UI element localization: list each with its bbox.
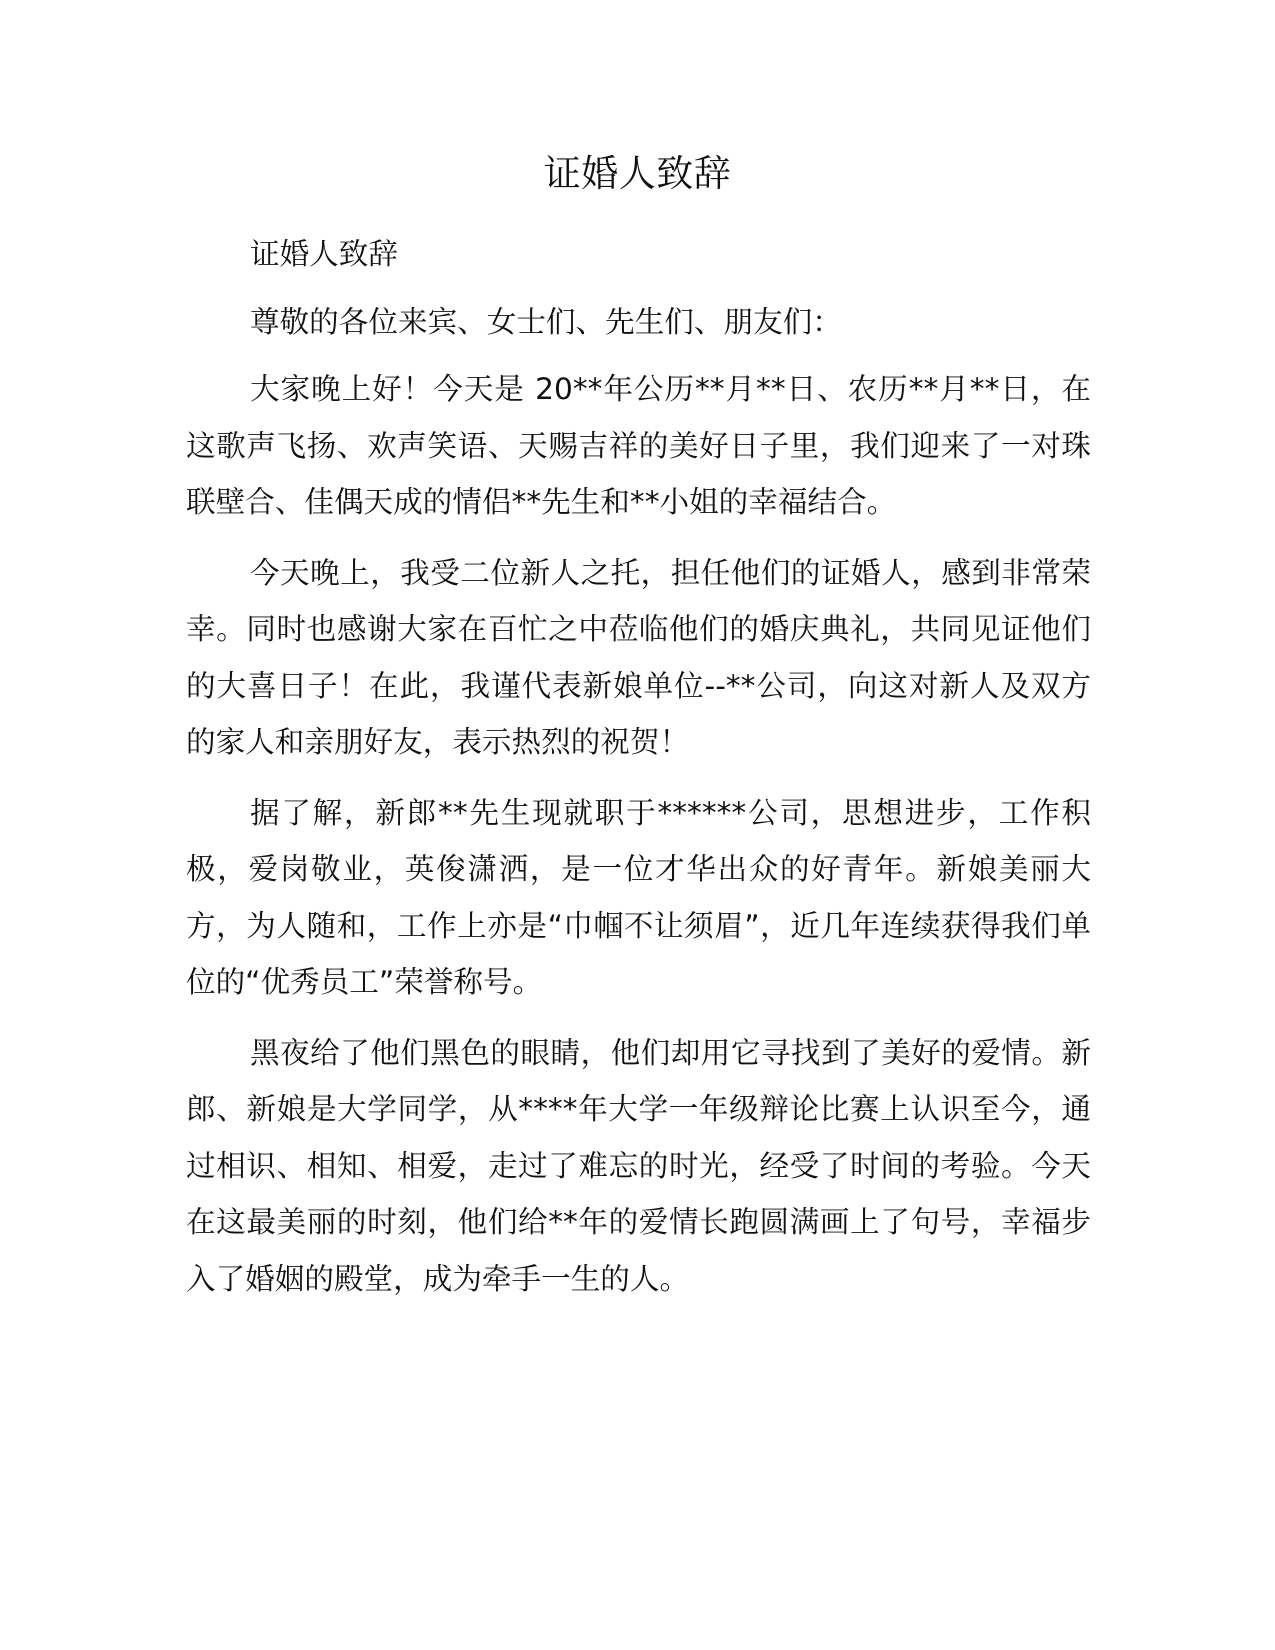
- paragraph-couple-intro: 据了解，新郎**先生现就职于******公司，思想进步，工作积极，爱岗敬业，英俊潇洒，是一位才华出众的好青年。新娘美丽大方，为人随和，工作上亦是“巾帼不让须眉”，近几年连续获得我们单位的“优秀员工”荣誉称号。: [186, 795, 1091, 999]
- paragraph-heading: 证婚人致辞: [250, 237, 398, 271]
- document-body: [186, 226, 1091, 1321]
- paragraph-witness-role: 今天晚上，我受二位新人之托，担任他们的证婚人，感到非常荣幸。同时也感谢大家在百忙之中莅临他们的婚庆典礼，共同见证他们的大喜日子！在此，我谨代表新娘单位--**公司，向这对新人及双方的家人和亲朋好友，表示热烈的祝贺！: [186, 555, 1091, 759]
- paragraph-salutation: 尊敬的各位来宾、女士们、先生们、朋友们：: [250, 304, 842, 339]
- paragraph-love-story: 黑夜给了他们黑色的眼睛，他们却用它寻找到了美好的爱情。新郎、新娘是大学同学，从****年大学一年级辩论比赛上认识至今，通过相识、相知、相爱，走过了难忘的时光，经受了时间的考验。今天在这最美丽的时刻，他们给**年的爱情长跑圆满画上了句号，幸福步入了婚姻的殿堂，成为牵手一生的人。: [186, 1035, 1091, 1296]
- paragraph-greeting: 大家晚上好！今天是 20**年公历**月**日、农历**月**日，在这歌声飞扬、欢声笑语、天赐吉祥的美好日子里，我们迎来了一对珠联壁合、佳偶天成的情侣**先生和**小姐的幸福结合。: [186, 372, 1091, 519]
- document-title: 证婚人致辞: [543, 152, 732, 195]
